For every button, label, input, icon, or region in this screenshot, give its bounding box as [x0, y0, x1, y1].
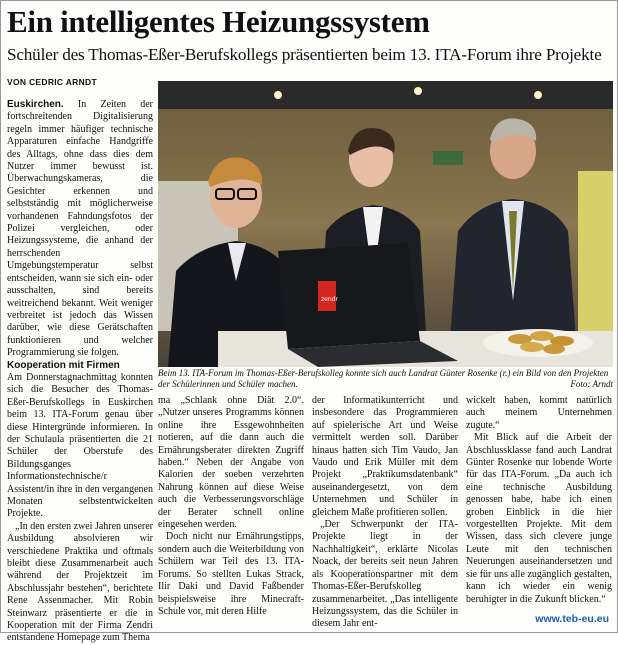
intro-paragraph	[7, 99, 153, 360]
paragraph: Mit Blick auf die Arbeit der Abschlussklasse fand auch Landrat Günter Rosenke nur lobende Worte für das ITA-Forum. „Da auch ich eine technische Ausbildung genossen habe, habe ich einen groben Einblick in die hier vorgestellten Projekte. Mit dem Wissen, dass sich clevere junge Leute mit den technischen Neuerungen auseinandersetzen und sie für uns alle zugänglich gestalten, kann ich wieder ein wenig beruhigter in die Zukunft blicken.“	[466, 432, 612, 605]
column-3	[312, 395, 458, 631]
intro-text: In Zeiten der fortschreitenden Digitalisierung regeln immer häufiger technische Apparaturen einfache Handgriffe des Alltags, ohne dass dies dem Nutzer immer bewusst ist. Überwachungskameras, die Gesichter erkennen und selbstständig mit möglicherweise vorhandenen Fahndungsfotos der Polizei vergleichen, oder Heizungssysteme, die anhand der herrschenden Umgebungstemperatur selbst entscheiden, wann sie sich ein- oder ausschalten, sind bereits weitreichend bekannt. Weit weniger verbreitet ist jedoch das Wissen darüber, wie diese Gerätschaften funktionieren und welcher Programmierung sie folgen.	[7, 99, 153, 359]
website-link[interactable]: www.teb-eu.eu	[535, 613, 609, 625]
section-heading: Kooperation mit Firmen	[7, 359, 120, 371]
paragraph: Doch nicht nur Ernährungstipps, sondern auch die Weiterbildung von Schülern war Teil des 13. ITA-Forums. So stellten Lukas Strack, Ilir Daki und David Faßbender beispielsweise ihre Minecraft-Schule vor, mit deren Hilfe	[158, 531, 304, 617]
byline: VON CEDRIC ARNDT	[7, 77, 97, 87]
photo-credit: Foto: Arndt	[570, 379, 613, 389]
column-2	[158, 395, 304, 618]
paragraph: ma „Schlank ohne Diät 2.0“. „Nutzer unseres Programms können online ihre Essgewohnheiten notieren, auf die dann auch die Ernährungsberater direkten Zugriff haben.“ Neben der Angabe von Kalorien der soeben verzehrten Nahrung können auf diese Weise auch die Verbesserungsvorschläge der Berater schnell online eingesehen werden.	[158, 395, 304, 531]
dateline: Euskirchen.	[7, 99, 64, 110]
column-4	[466, 395, 612, 606]
paragraph: der Informatikunterricht und insbesondere das Programmieren auf spielerische Art und Weise vermittelt werden soll. Darüber hinaus hatten sich Tim Vaudo, Jan Vaudo und Erik Müller mit dem Projekt „Praktikumsdatenbank“ auseinandergesetzt, von dem Unternehmen und Schüler in gleichem Maße profitieren sollen.	[312, 395, 458, 518]
photo-caption	[158, 368, 613, 390]
headline: Ein intelligentes Heizungssystem	[7, 4, 430, 39]
photo-illustration	[158, 81, 613, 367]
caption-text: Beim 13. ITA-Forum im Thomas-Eßer-Berufskolleg konnte sich auch Landrat Günter Rosenke (r.) ein Bild von den Projekten der Schülerinnen und Schüler machen.	[158, 368, 609, 389]
paragraph: wickelt haben, kommt natürlich auch meinem Unternehmen zugute.“	[466, 395, 612, 431]
subheadline: Schüler des Thomas-Eßer-Berufskollegs präsentierten beim 13. ITA-Forum ihre Projekte	[7, 45, 602, 64]
paragraph: „Der Schwerpunkt der ITA-Projekte liegt in der Nachhaltigkeit“, erklärte Nicolas Noack, der bereits seit neun Jahren als Kooperationspartner mit dem Thomas-Eßer-Berufskolleg zusammenarbeitet. „Das intelligente Heizungssystem, das die Schüler in diesem Jahr ent-	[312, 519, 458, 630]
laptop-logo: zendr	[321, 296, 338, 303]
article-photo	[158, 81, 613, 367]
paragraph: Am Donnerstagnachmittag konnten sich die Besucher des Thomas-Eßer-Berufskollegs in Euskirchen beim 13. ITA-Forum genau über diese Hintergründe informieren. In der Schulaula präsentierten die 21 Schüler der Oberstufe des Bildungsganges Informationstechnische/r Assistent/in ihre in den vergangenen Monaten selbstentwickelten Projekte.	[7, 371, 153, 520]
column-1	[7, 99, 153, 645]
paragraph: „In den ersten zwei Jahren unserer Ausbildung absolvieren wir verschiedene Praktika und oftmals bleibt diese Zusammenarbeit auch während der Projektzeit im Abschlussjahr bestehen“, berichtete Rene Assenmacher. Mit Robin Steinwarz präsentierte er die in Kooperation mit der Firma Zendri entstandene Homepage zum Thema	[7, 520, 153, 644]
